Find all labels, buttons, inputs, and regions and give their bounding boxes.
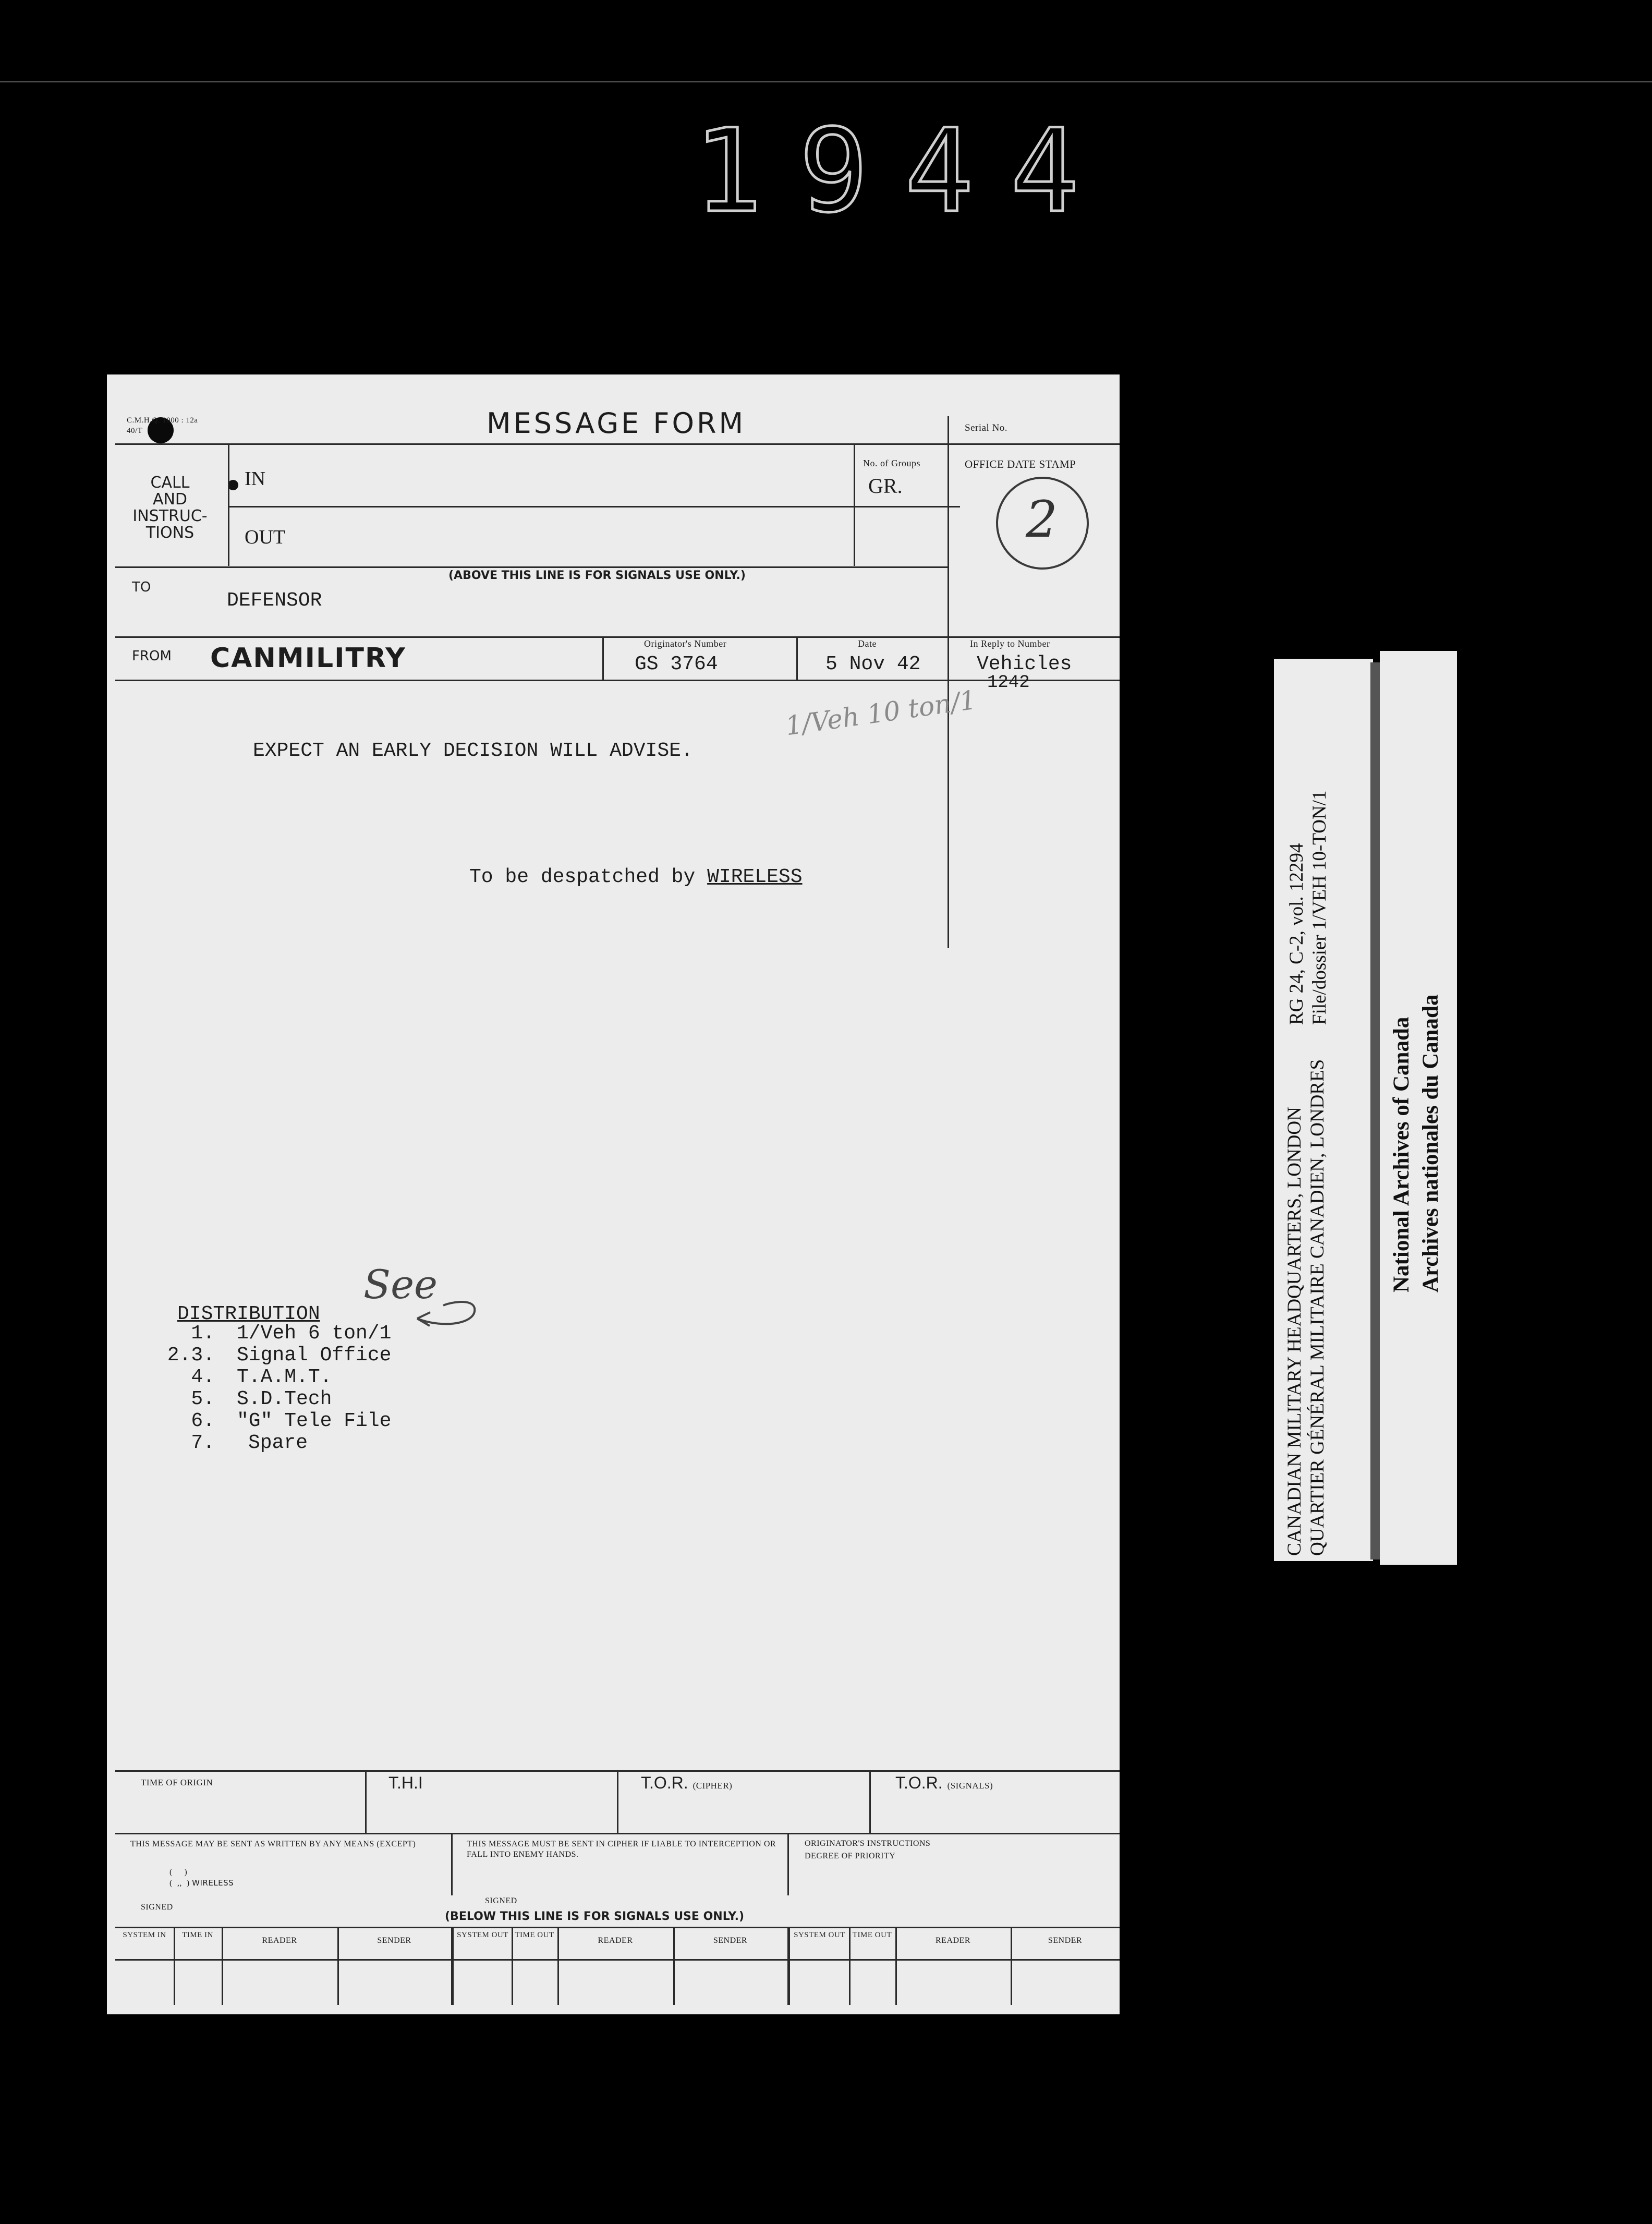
office-date-stamp-label: OFFICE DATE STAMP [965, 458, 1076, 470]
originator-number-value: GS 3764 [635, 653, 718, 675]
list-item: 5. S.D.Tech [191, 1388, 332, 1410]
nac-fr: Archives nationales du Canada [1418, 994, 1443, 1292]
date-value: 5 Nov 42 [825, 653, 921, 675]
call-and-instructions-label [115, 475, 225, 541]
call-divider [228, 443, 229, 566]
rule-signals-only [115, 566, 948, 568]
archive-ref-2: File/dossier 1/VEH 10-TON/1 [1309, 790, 1330, 1025]
list-item: 1. 1/Veh 6 ton/1 [191, 1322, 392, 1345]
col-system-in: SYSTEM IN [123, 1931, 166, 1939]
to-value: DEFENSOR [227, 589, 322, 612]
message-text: EXPECT AN EARLY DECISION WILL ADVISE. [253, 740, 693, 762]
col-time-in: TIME IN [182, 1931, 213, 1939]
handwritten-file-ref: 1/Veh 10 ton/1 [783, 684, 978, 742]
as-written-note: THIS MESSAGE MAY BE SENT AS WRITTEN BY ANY MEANS (EXCEPT) [130, 1840, 416, 1848]
col-system-out-2: SYSTEM OUT [794, 1931, 845, 1939]
despatch-line [469, 866, 803, 888]
out-label: OUT [245, 526, 286, 548]
reply-value-1: Vehicles [977, 653, 1072, 675]
to-label: TO [132, 579, 151, 595]
col-reader-1: READER [262, 1936, 297, 1945]
rule-columns-top [115, 1927, 1120, 1928]
tor-cipher-divider [617, 1770, 618, 1833]
right-column-divider [948, 416, 949, 948]
form-title: MESSAGE FORM [487, 407, 746, 440]
serial-label: Serial No. [965, 422, 1008, 433]
film-year: 1944 [694, 104, 1116, 238]
list-item: 6. "G" Tele File [191, 1410, 392, 1432]
rule-above-from [115, 636, 1120, 638]
cipher-divider [451, 1833, 453, 1895]
originator-divider [602, 636, 604, 680]
col-time-out-1: TIME OUT [515, 1931, 554, 1939]
call-line-3: INSTRUC- [132, 507, 208, 525]
tor-signals-divider [869, 1770, 871, 1833]
below-signals-note: (BELOW THIS LINE IS FOR SIGNALS USE ONLY.) [445, 1910, 744, 1923]
in-label: IN [245, 468, 266, 490]
date-divider [796, 636, 798, 680]
degree-priority-label: DEGREE OF PRIORITY [805, 1852, 896, 1860]
form-code: C.M.H.Q. 1000 : 12a [127, 416, 198, 425]
tor-cipher-label: T.O.R. (CIPHER) [641, 1773, 733, 1792]
distribution-hand-note: See [363, 1261, 438, 1308]
archive-reference-label [1274, 659, 1373, 1561]
groups-value: GR. [868, 474, 903, 498]
archive-ref-1: RG 24, C-2, vol. 12294 [1286, 843, 1307, 1025]
cipher-note: THIS MESSAGE MUST BE SENT IN CIPHER IF LIABLE TO INTERCEPTION OR FALL INTO ENEMY HANDS. [467, 1840, 776, 1859]
signals-use-note: (ABOVE THIS LINE IS FOR SIGNALS USE ONLY.) [448, 569, 746, 582]
thi-label: T.H.I [388, 1773, 423, 1792]
thi-divider [365, 1770, 367, 1833]
tor-signals-label: T.O.R. (SIGNALS) [895, 1773, 993, 1792]
except-brackets: ( ) ( ,, ) WIRELESS [169, 1868, 234, 1888]
rule-below-from [115, 680, 1120, 681]
call-line-2: AND [152, 490, 188, 509]
archive-line-1: CANADIAN MILITARY HEADQUARTERS, LONDON [1284, 1107, 1305, 1556]
archive-ref-numbers [1285, 791, 1331, 1025]
despatch-method: WIRELESS [707, 866, 803, 888]
stamp-number: 2 [1026, 490, 1058, 549]
despatch-prefix: To be despatched by [469, 866, 696, 888]
distribution-heading: DISTRIBUTION [177, 1303, 320, 1325]
col-system-out-1: SYSTEM OUT [457, 1931, 508, 1939]
col-time-out-2: TIME OUT [852, 1931, 892, 1939]
from-value: CANMILITRY [210, 643, 406, 674]
list-item: 7. Spare [191, 1432, 308, 1454]
groups-divider [854, 443, 855, 566]
signed-label-2: SIGNED [485, 1896, 517, 1905]
ink-dot-icon [228, 480, 238, 490]
nac-en: National Archives of Canada [1389, 1017, 1414, 1292]
archive-reference-text [1283, 1059, 1329, 1556]
col-sender-2: SENDER [713, 1936, 748, 1945]
list-item: 4. T.A.M.T. [191, 1366, 332, 1388]
col-sender-1: SENDER [377, 1936, 411, 1945]
call-line-4: TIONS [145, 524, 195, 542]
film-top-rule [0, 81, 1652, 82]
message-form-sheet [107, 374, 1120, 2014]
signed-label: SIGNED [141, 1903, 173, 1912]
time-of-origin-label: TIME OF ORIGIN [141, 1778, 213, 1787]
col-sender-3: SENDER [1048, 1936, 1083, 1945]
archive-line-2: QUARTIER GÉNÉRAL MILITAIRE CANADIEN, LONDRES [1307, 1059, 1328, 1556]
rule-serial [948, 443, 1120, 445]
originator-instructions-divider [787, 1833, 789, 1895]
call-line-1: CALL [150, 474, 190, 492]
groups-label: No. of Groups [863, 458, 920, 468]
form-code-2: 40/T [127, 427, 143, 435]
from-label: FROM [132, 648, 172, 664]
date-label: Date [858, 638, 877, 649]
national-archives-label [1380, 651, 1457, 1565]
originator-instructions-label: ORIGINATOR'S INSTRUCTIONS [805, 1839, 931, 1848]
col-reader-3: READER [936, 1936, 970, 1945]
rule-below-title [115, 443, 948, 445]
rule-footer-middle [115, 1833, 1120, 1834]
label-shadow [1370, 662, 1380, 1560]
rule-in-out [228, 506, 960, 507]
reply-label: In Reply to Number [970, 638, 1050, 649]
col-reader-2: READER [598, 1936, 633, 1945]
distribution-list [151, 1323, 391, 1454]
rule-columns-bottom [115, 1959, 1120, 1961]
list-item: 2.3. Signal Office [167, 1344, 392, 1367]
reply-value-2: 1242 [987, 673, 1030, 693]
originator-number-label: Originator's Number [644, 638, 727, 649]
national-archives-text [1387, 995, 1446, 1292]
hand-arrow-icon [412, 1292, 480, 1334]
